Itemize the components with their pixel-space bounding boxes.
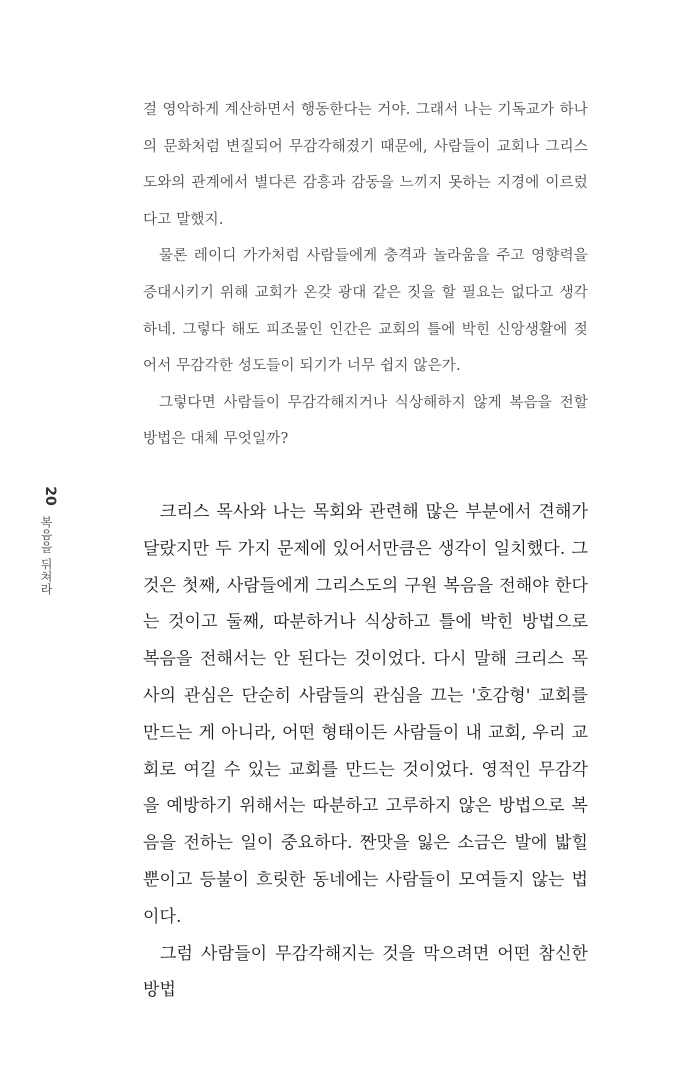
page-sidebar: [36, 486, 60, 596]
running-title: 복음을 뒤쳐라: [39, 516, 53, 596]
quote-paragraph: 걸 영악하게 계산하면서 행동한다는 거야. 그래서 나는 기독교가 하나의 문화처럼 변질되어 무감각해졌기 때문에, 사람들이 교회나 그리스도와의 관계에서 별다른 감흥과 감동을 느끼지 못하는 지경에 이르렀다고 말했지.: [143, 102, 588, 228]
body-paragraph: 크리스 목사와 나는 목회와 관련해 많은 부분에서 견해가 달랐지만 두 가지 문제에 있어서만큼은 생각이 일치했다. 그것은 첫째, 사람들에게 그리스도의 구원 복음을 전해야 한다는 것이고 둘째, 따분하거나 식상하고 틀에 박힌 방법으로 복음을 전해서는 안 된다는 것이었다. 다시 말해 크리스 목사의 관심은 단순히 사람들의 관심을 끄는 '호감형' 교회를 만드는 게 아니라, 어떤 형태이든 사람들이 내 교회, 우리 교회로 여길 수 있는 교회를 만드는 것이었다. 영적인 무감각을 예방하기 위해서는 따분하고 고루하지 않은 방법으로 복음을 전하는 일이 중요하다. 짠맛을 잃은 소금은 발에 밟힐 뿐이고 등불이 흐릿한 동네에는 사람들이 모여들지 않는 법이다.: [143, 502, 588, 927]
body-text: [143, 494, 588, 1009]
body-paragraph: 그럼 사람들이 무감각해지는 것을 막으려면 어떤 참신한 방법: [143, 943, 588, 1001]
page-number: 20: [42, 486, 58, 506]
quote-paragraph: 그렇다면 사람들이 무감각해지거나 식상해하지 않게 복음을 전할 방법은 대체 무엇일까?: [143, 394, 588, 448]
quote-paragraph: 물론 레이디 가가처럼 사람들에게 충격과 놀라움을 주고 영향력을 증대시키기 위해 교회가 온갖 광대 같은 짓을 할 필요는 없다고 생각하네. 그렇다 해도 피조물인 인간은 교회의 틀에 박힌 신앙생활에 젖어서 무감각한 성도들이 되기가 너무 쉽지 않은가.: [143, 248, 588, 375]
quoted-passage: [143, 92, 588, 458]
